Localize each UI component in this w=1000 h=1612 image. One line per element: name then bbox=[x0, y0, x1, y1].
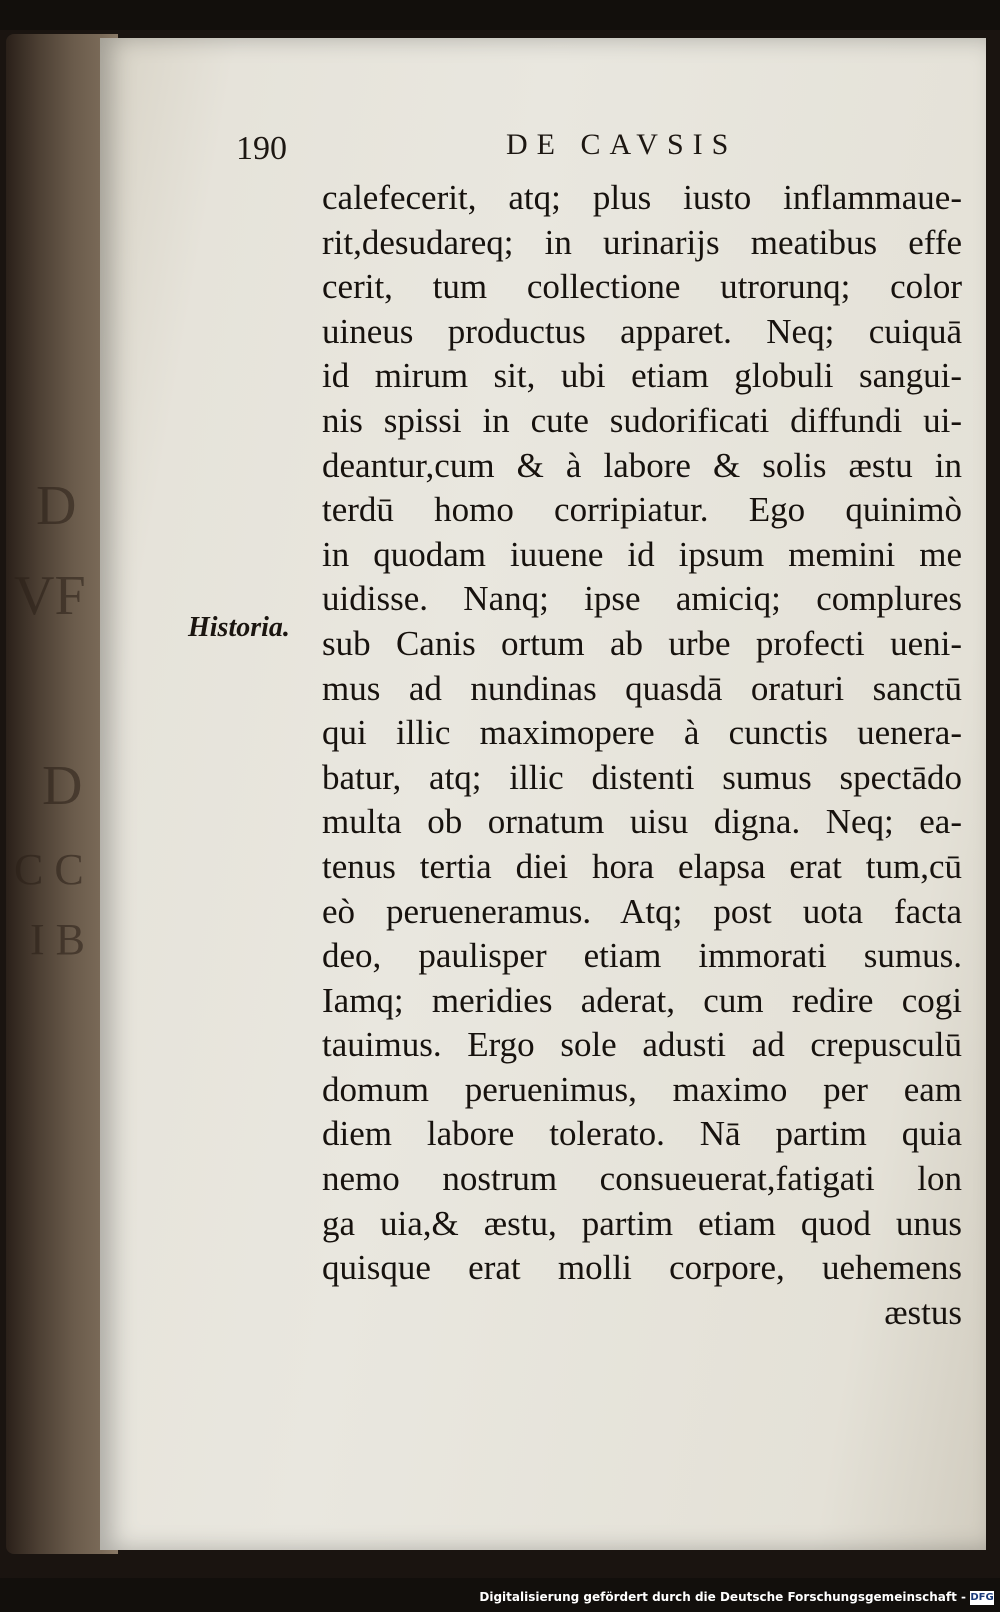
running-head bbox=[236, 128, 960, 174]
text-line: tauimus. Ergo sole adusti ad crepusculū bbox=[322, 1025, 962, 1065]
text-line: mus ad nundinas quasdā oraturi sanctū bbox=[322, 668, 962, 708]
text-line: rit,desudareq; in urinarijs meatibus effe bbox=[322, 222, 962, 262]
spine-letter: D bbox=[36, 475, 77, 537]
footer-credit: Digitalisierung gefördert durch die Deutsche Forschungsgemeinschaft - bbox=[479, 1590, 966, 1604]
page-number: 190 bbox=[236, 130, 287, 167]
spine-letter: VF bbox=[14, 565, 86, 627]
running-head-title: DE CAVSIS bbox=[506, 128, 738, 161]
text-line: terdū homo corripiatur. Ego quinimò bbox=[322, 490, 962, 530]
text-line: nis spissi in cute sudorificati diffundi ui- bbox=[322, 400, 962, 440]
text-line: calefecerit, atq; plus iusto inflammaue- bbox=[322, 178, 962, 217]
text-line: uineus productus apparet. Neq; cuiquā bbox=[322, 311, 962, 351]
marginal-note: Historia. bbox=[188, 612, 290, 643]
text-line: cerit, tum collectione utrorunq; color bbox=[322, 267, 962, 307]
text-line: deo, paulisper etiam immorati sumus. bbox=[322, 936, 962, 976]
spine-letter: I B bbox=[30, 915, 85, 964]
text-line: deantur,cum & à labore & solis æstu in bbox=[322, 445, 962, 485]
text-line: eò perueneramus. Atq; post uota facta bbox=[322, 891, 962, 931]
spine-letter: D bbox=[42, 755, 83, 817]
text-line: sub Canis ortum ab urbe profecti ueni- bbox=[322, 623, 962, 663]
body-text bbox=[322, 176, 962, 1335]
catchword: æstus bbox=[884, 1292, 962, 1332]
text-line: quisque erat molli corpore, uehemens bbox=[322, 1248, 962, 1288]
text-line: tenus tertia diei hora elapsa erat tum,cū bbox=[322, 846, 962, 886]
footer-bar bbox=[0, 1580, 1000, 1612]
text-line: diem labore tolerato. Nā partim quia bbox=[322, 1114, 962, 1154]
spine-letter: C C bbox=[14, 845, 84, 894]
text-line: in quodam iuuene id ipsum memini me bbox=[322, 534, 962, 574]
text-line: ga uia,& æstu, partim etiam quod unus bbox=[322, 1203, 962, 1243]
text-line: Iamq; meridies aderat, cum redire cogi bbox=[322, 980, 962, 1020]
text-line: batur, atq; illic distenti sumus spectādo bbox=[322, 757, 962, 797]
text-line: qui illic maximopere à cunctis uenera- bbox=[322, 713, 962, 753]
text-line: uidisse. Nanq; ipse amiciq; complures bbox=[322, 579, 962, 619]
dfg-logo-icon: DFG bbox=[970, 1592, 994, 1603]
text-line: domum peruenimus, maximo per eam bbox=[322, 1069, 962, 1109]
text-line: multa ob ornatum uisu digna. Neq; ea- bbox=[322, 802, 962, 842]
text-line: id mirum sit, ubi etiam globuli sangui- bbox=[322, 356, 962, 396]
text-line: nemo nostrum consueuerat,fatigati lon bbox=[322, 1159, 962, 1199]
